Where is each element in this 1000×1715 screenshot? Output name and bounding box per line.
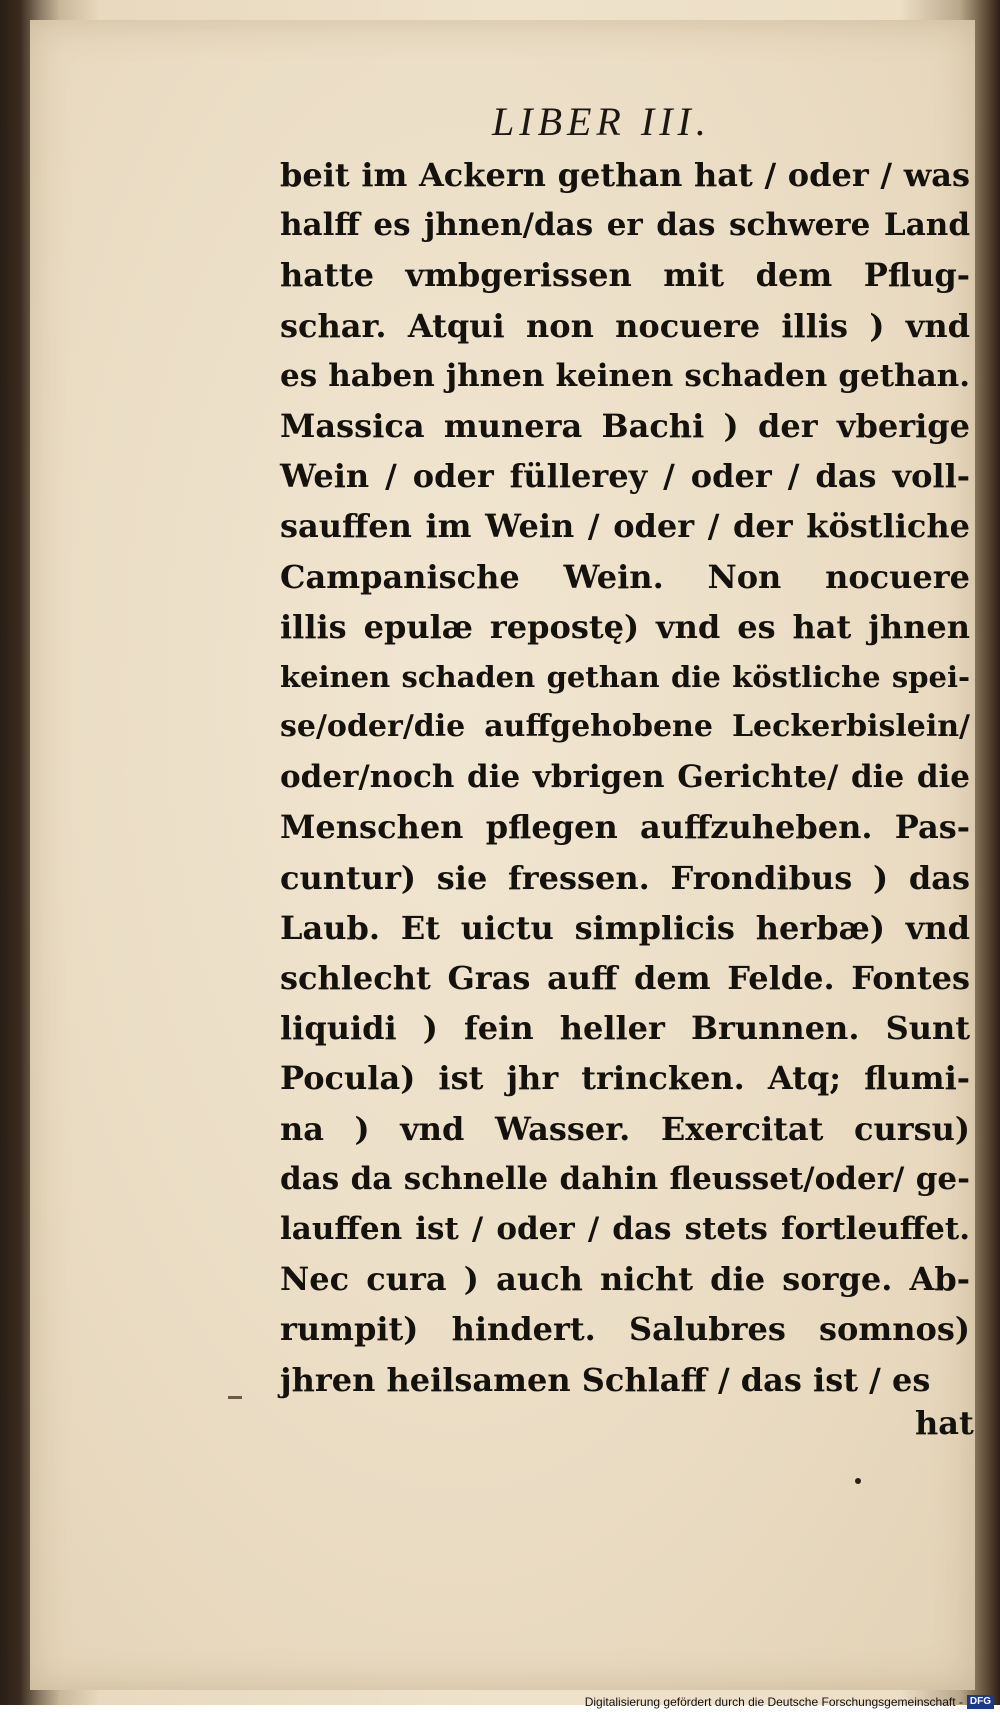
credit-text: Digitalisierung gefördert durch die Deutsche Forschungsgemeinschaft - [584, 1695, 963, 1709]
text-line: schlecht Gras auff dem Felde. Fontes [280, 959, 970, 997]
text-block [280, 150, 970, 1405]
text-line: illis epulæ repostę) vnd es hat jhnen [280, 607, 970, 646]
text-line: se/oder/die auffgehobene Leckerbislein/ [280, 709, 970, 745]
text-line: es haben jhnen keinen schaden gethan. [280, 357, 970, 394]
text-line: Massica munera Bachi ) der vberige [280, 406, 970, 445]
digitization-credit [585, 1695, 994, 1709]
text-line: schar. Atqui non nocuere illis ) vnd [280, 306, 970, 345]
text-line: liquidi ) fein heller Brunnen. Sunt [280, 1009, 970, 1048]
text-line: Campanische Wein. Non nocuere [280, 557, 970, 596]
text-line: beit im Ackern gethan hat / oder / was [280, 156, 970, 194]
text-line: oder/noch die vbrigen Gerichte/ die die [280, 759, 970, 796]
text-line: lauffen ist / oder / das stets fortleuffet. [280, 1210, 970, 1247]
running-head: LIBER III. [492, 99, 711, 144]
text-line: keinen schaden gethan die köstliche spei- [280, 659, 970, 694]
dfg-logo: DFG [967, 1695, 994, 1709]
text-line: sauffen im Wein / oder / der köstliche [280, 507, 970, 546]
text-line: hatte vmbgerissen mit dem Pflug- [280, 256, 970, 295]
text-line: Laub. Et uictu simplicis herbæ) vnd [280, 908, 970, 947]
text-line: halff es jhnen/das er das schwere Land [280, 207, 970, 244]
text-line: na ) vnd Wasser. Exercitat cursu) [280, 1109, 970, 1148]
text-line: Nec cura ) auch nicht die sorge. Ab- [280, 1260, 970, 1299]
text-line: Wein / oder füllerey / oder / das voll- [280, 457, 970, 496]
text-line: Pocula) ist jhr trincken. Atq; flumi- [280, 1059, 970, 1098]
text-line: Menschen pflegen auffzuheben. Pas- [280, 808, 970, 847]
text-line: das da schnelle dahin fleusset/oder/ ge- [280, 1160, 970, 1197]
text-line: cuntur) sie fressen. Frondibus ) das [280, 858, 970, 897]
text-line: jhren heilsamen Schlaff / das ist / es [280, 1360, 931, 1399]
catchword: hat [915, 1404, 974, 1442]
ink-speck [855, 1478, 861, 1484]
text-line: rumpit) hindert. Salubres somnos) [280, 1310, 970, 1349]
margin-mark [228, 1396, 242, 1399]
